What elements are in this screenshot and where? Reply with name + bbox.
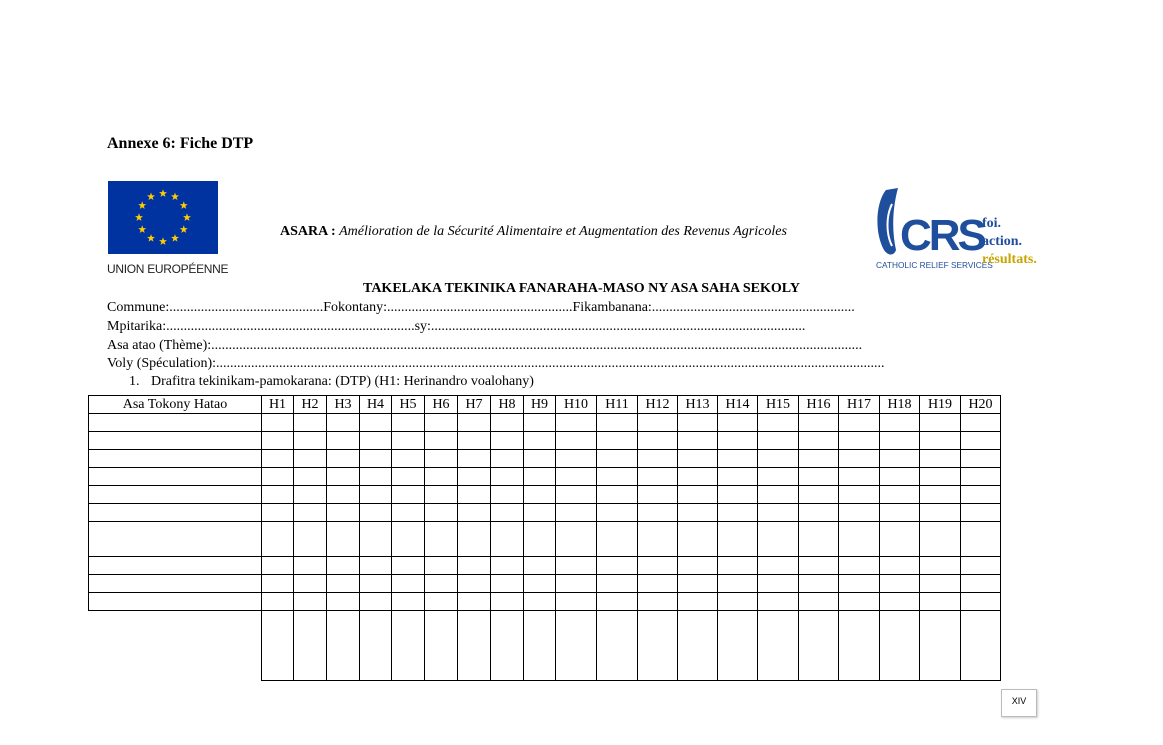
table-cell[interactable] [262, 522, 294, 557]
table-cell[interactable] [524, 575, 556, 593]
table-cell[interactable] [961, 593, 1001, 611]
table-cell[interactable] [524, 450, 556, 468]
table-cell[interactable] [758, 504, 799, 522]
table-cell-task[interactable] [89, 414, 262, 432]
table-cell[interactable] [425, 593, 458, 611]
header-h18: H18 [880, 396, 920, 414]
table-cell[interactable] [524, 611, 556, 681]
header-h12: H12 [638, 396, 678, 414]
table-cell[interactable] [678, 432, 718, 450]
table-row [89, 450, 1001, 468]
table-cell[interactable] [839, 486, 880, 504]
table-cell[interactable] [360, 432, 392, 450]
table-cell[interactable] [961, 611, 1001, 681]
table-cell[interactable] [880, 504, 920, 522]
table-cell[interactable] [556, 486, 597, 504]
table-cell[interactable] [758, 468, 799, 486]
table-cell[interactable] [392, 432, 425, 450]
table-cell[interactable] [425, 522, 458, 557]
table-cell[interactable] [597, 593, 638, 611]
table-cell[interactable] [638, 450, 678, 468]
table-cell[interactable] [392, 450, 425, 468]
table-cell[interactable] [458, 575, 491, 593]
table-cell[interactable] [597, 504, 638, 522]
header-h10: H10 [556, 396, 597, 414]
table-cell[interactable] [392, 414, 425, 432]
table-cell[interactable] [360, 468, 392, 486]
table-cell[interactable] [718, 504, 758, 522]
table-cell[interactable] [524, 432, 556, 450]
table-cell[interactable] [458, 468, 491, 486]
table-cell[interactable] [839, 593, 880, 611]
table-cell[interactable] [839, 557, 880, 575]
table-cell[interactable] [556, 522, 597, 557]
table-cell[interactable] [491, 486, 524, 504]
table-cell[interactable] [920, 593, 961, 611]
table-cell[interactable] [961, 575, 1001, 593]
table-cell[interactable] [718, 432, 758, 450]
table-cell[interactable] [597, 575, 638, 593]
table-cell[interactable] [327, 504, 360, 522]
table-row [89, 593, 1001, 611]
table-cell[interactable] [718, 522, 758, 557]
table-cell[interactable] [425, 504, 458, 522]
header-h4: H4 [360, 396, 392, 414]
table-cell[interactable] [880, 611, 920, 681]
table-cell[interactable] [556, 414, 597, 432]
table-cell[interactable] [678, 557, 718, 575]
header-h19: H19 [920, 396, 961, 414]
table-cell[interactable] [920, 432, 961, 450]
table-cell[interactable] [556, 450, 597, 468]
table-cell[interactable] [799, 414, 839, 432]
table-cell[interactable] [758, 522, 799, 557]
table-cell[interactable] [262, 486, 294, 504]
table-cell[interactable] [262, 557, 294, 575]
table-cell[interactable] [524, 522, 556, 557]
table-cell[interactable] [491, 432, 524, 450]
table-cell[interactable] [360, 414, 392, 432]
table-cell[interactable] [556, 432, 597, 450]
table-cell[interactable] [718, 486, 758, 504]
crs-tagline-2: action. [982, 234, 1023, 249]
header-h20: H20 [961, 396, 1001, 414]
table-cell[interactable] [839, 450, 880, 468]
table-cell[interactable] [491, 450, 524, 468]
table-cell[interactable] [360, 450, 392, 468]
project-name: ASARA : [280, 224, 336, 239]
table-cell[interactable] [425, 611, 458, 681]
field-mpitarika-line: Mpitarika:.......................................................................sy:........................................................................................................... [107, 319, 806, 334]
table-cell[interactable] [597, 522, 638, 557]
table-cell[interactable] [678, 504, 718, 522]
table-cell[interactable] [880, 450, 920, 468]
table-row [89, 414, 1001, 432]
table-cell[interactable] [327, 611, 360, 681]
table-cell[interactable] [392, 504, 425, 522]
table-cell-task[interactable] [89, 557, 262, 575]
header-h11: H11 [597, 396, 638, 414]
table-cell[interactable] [491, 522, 524, 557]
eu-logo-text: UNION EUROPÉENNE [107, 262, 229, 276]
table-cell[interactable] [458, 611, 491, 681]
table-cell[interactable] [425, 486, 458, 504]
field-commune-line: Commune:............................................Fokontany:.....................................................Fikambanana:.......................................................... [107, 300, 855, 315]
table-cell[interactable] [758, 611, 799, 681]
table-cell[interactable] [880, 486, 920, 504]
table-cell[interactable] [262, 432, 294, 450]
table-cell[interactable] [839, 414, 880, 432]
header-h3: H3 [327, 396, 360, 414]
table-cell[interactable] [294, 575, 327, 593]
table-cell[interactable] [524, 414, 556, 432]
table-cell[interactable] [597, 557, 638, 575]
table-cell[interactable] [839, 611, 880, 681]
table-cell[interactable] [294, 468, 327, 486]
table-header-row [89, 396, 1001, 414]
table-cell-task[interactable] [89, 504, 262, 522]
table-cell[interactable] [327, 450, 360, 468]
table-cell[interactable] [262, 575, 294, 593]
header-asa-tokony-hatao: Asa Tokony Hatao [89, 396, 262, 414]
table-row [89, 522, 1001, 557]
table-cell[interactable] [262, 414, 294, 432]
table-cell[interactable] [678, 414, 718, 432]
table-cell[interactable] [758, 450, 799, 468]
crs-tagline-3: résultats. [982, 252, 1037, 267]
table-cell-task[interactable] [89, 432, 262, 450]
form-title: TAKELAKA TEKINIKA FANARAHA-MASO NY ASA SAHA SEKOLY [363, 281, 800, 296]
table-cell[interactable] [458, 414, 491, 432]
table-cell[interactable] [638, 575, 678, 593]
table-cell[interactable] [961, 522, 1001, 557]
table-cell-task[interactable] [89, 593, 262, 611]
header-h2: H2 [294, 396, 327, 414]
table-cell-task[interactable] [89, 486, 262, 504]
table-cell[interactable] [718, 611, 758, 681]
table-cell[interactable] [360, 504, 392, 522]
table-cell[interactable] [758, 486, 799, 504]
table-cell[interactable] [262, 611, 294, 681]
table-cell[interactable] [920, 414, 961, 432]
table-cell[interactable] [262, 450, 294, 468]
table-cell[interactable] [678, 450, 718, 468]
table-row [89, 432, 1001, 450]
table-cell[interactable] [327, 522, 360, 557]
eu-logo [93, 167, 233, 279]
table-cell[interactable] [799, 557, 839, 575]
table-cell-task[interactable] [89, 575, 262, 593]
table-cell[interactable] [799, 611, 839, 681]
eu-flag-icon [108, 181, 218, 254]
table-cell-task[interactable] [89, 450, 262, 468]
table-cell[interactable] [920, 486, 961, 504]
table-cell[interactable] [327, 575, 360, 593]
table-cell[interactable] [839, 522, 880, 557]
section-text: Drafitra tekinikam-pamokarana: (DTP) (H1: Herinandro voalohany) [151, 374, 534, 389]
field-theme-line: Asa atao (Thème):.......................................................................................................................................................................................... [107, 338, 863, 353]
table-row [89, 575, 1001, 593]
table-cell[interactable] [920, 468, 961, 486]
table-cell[interactable] [491, 557, 524, 575]
table-cell[interactable] [458, 432, 491, 450]
table-row [89, 468, 1001, 486]
table-cell[interactable] [880, 432, 920, 450]
table-cell[interactable] [799, 432, 839, 450]
table-cell[interactable] [597, 486, 638, 504]
table-cell[interactable] [799, 468, 839, 486]
table-cell[interactable] [294, 432, 327, 450]
table-cell[interactable] [491, 593, 524, 611]
table-row [89, 611, 1001, 681]
table-cell[interactable] [360, 593, 392, 611]
table-cell-task[interactable] [89, 522, 262, 557]
table-cell[interactable] [327, 593, 360, 611]
table-cell[interactable] [638, 468, 678, 486]
table-cell[interactable] [638, 414, 678, 432]
table-cell[interactable] [718, 593, 758, 611]
table-cell[interactable] [524, 486, 556, 504]
header-h7: H7 [458, 396, 491, 414]
header-h15: H15 [758, 396, 799, 414]
table-cell[interactable] [556, 504, 597, 522]
table-cell[interactable] [458, 450, 491, 468]
table-cell[interactable] [294, 450, 327, 468]
table-cell[interactable] [491, 575, 524, 593]
table-cell-task [89, 611, 262, 681]
table-cell[interactable] [491, 611, 524, 681]
table-cell[interactable] [920, 450, 961, 468]
header-h5: H5 [392, 396, 425, 414]
table-cell[interactable] [425, 575, 458, 593]
table-cell[interactable] [799, 522, 839, 557]
table-cell[interactable] [880, 522, 920, 557]
table-cell[interactable] [425, 414, 458, 432]
table-cell[interactable] [758, 575, 799, 593]
table-cell[interactable] [638, 522, 678, 557]
table-cell[interactable] [458, 593, 491, 611]
table-cell[interactable] [327, 432, 360, 450]
page-number-badge: XIV [1001, 689, 1037, 717]
table-cell[interactable] [425, 450, 458, 468]
table-cell[interactable] [262, 593, 294, 611]
table-cell[interactable] [360, 522, 392, 557]
table-cell[interactable] [458, 486, 491, 504]
table-row [89, 557, 1001, 575]
table-cell[interactable] [678, 611, 718, 681]
table-cell[interactable] [718, 414, 758, 432]
table-cell[interactable] [961, 468, 1001, 486]
table-cell[interactable] [961, 432, 1001, 450]
crs-mark: CRS [900, 211, 984, 260]
table-cell[interactable] [294, 504, 327, 522]
table-cell[interactable] [758, 414, 799, 432]
section-heading [129, 374, 534, 390]
table-cell[interactable] [839, 504, 880, 522]
table-cell[interactable] [799, 486, 839, 504]
table-cell[interactable] [920, 575, 961, 593]
table-cell[interactable] [392, 575, 425, 593]
table-cell[interactable] [294, 593, 327, 611]
table-cell[interactable] [758, 557, 799, 575]
table-cell[interactable] [638, 504, 678, 522]
header-h16: H16 [799, 396, 839, 414]
table-cell[interactable] [799, 504, 839, 522]
table-cell[interactable] [556, 593, 597, 611]
table-cell[interactable] [392, 557, 425, 575]
crs-tagline-1: foi. [982, 216, 1002, 231]
table-cell[interactable] [597, 432, 638, 450]
project-description: Amélioration de la Sécurité Alimentaire et Augmentation des Revenus Agricoles [339, 224, 787, 239]
table-cell[interactable] [262, 468, 294, 486]
table-cell[interactable] [524, 468, 556, 486]
table-cell[interactable] [458, 557, 491, 575]
table-cell[interactable] [556, 611, 597, 681]
table-cell[interactable] [392, 468, 425, 486]
table-cell[interactable] [262, 504, 294, 522]
table-cell[interactable] [678, 522, 718, 557]
table-cell[interactable] [392, 611, 425, 681]
table-cell[interactable] [425, 432, 458, 450]
table-cell[interactable] [491, 504, 524, 522]
header-h6: H6 [425, 396, 458, 414]
crs-subtitle: CATHOLIC RELIEF SERVICES [876, 260, 993, 270]
table-cell[interactable] [458, 522, 491, 557]
table-cell[interactable] [839, 468, 880, 486]
table-cell[interactable] [327, 557, 360, 575]
table-cell[interactable] [758, 593, 799, 611]
table-cell[interactable] [880, 593, 920, 611]
header-h8: H8 [491, 396, 524, 414]
table-cell[interactable] [491, 468, 524, 486]
table-cell[interactable] [524, 593, 556, 611]
table-cell[interactable] [425, 557, 458, 575]
table-cell[interactable] [920, 611, 961, 681]
table-row [89, 486, 1001, 504]
project-line [280, 224, 787, 240]
table-cell[interactable] [920, 504, 961, 522]
table-cell[interactable] [360, 611, 392, 681]
table-cell[interactable] [718, 468, 758, 486]
table-cell[interactable] [799, 450, 839, 468]
table-cell[interactable] [597, 611, 638, 681]
header-h1: H1 [262, 396, 294, 414]
table-cell[interactable] [360, 486, 392, 504]
table-cell[interactable] [920, 557, 961, 575]
table-cell[interactable] [556, 575, 597, 593]
table-cell[interactable] [360, 557, 392, 575]
table-cell[interactable] [597, 414, 638, 432]
table-cell[interactable] [425, 468, 458, 486]
table-cell[interactable] [799, 575, 839, 593]
table-cell[interactable] [524, 504, 556, 522]
table-cell[interactable] [327, 486, 360, 504]
table-cell[interactable] [961, 486, 1001, 504]
crs-logo [874, 182, 1044, 274]
dtp-table [88, 395, 1001, 681]
table-cell[interactable] [718, 450, 758, 468]
table-cell[interactable] [556, 557, 597, 575]
header-h14: H14 [718, 396, 758, 414]
table-cell[interactable] [392, 593, 425, 611]
table-cell[interactable] [294, 611, 327, 681]
table-cell[interactable] [961, 557, 1001, 575]
table-cell[interactable] [839, 575, 880, 593]
table-cell[interactable] [294, 486, 327, 504]
table-cell[interactable] [294, 557, 327, 575]
table-cell[interactable] [961, 504, 1001, 522]
table-cell[interactable] [799, 593, 839, 611]
table-cell[interactable] [718, 575, 758, 593]
table-cell[interactable] [597, 468, 638, 486]
table-cell[interactable] [458, 504, 491, 522]
table-cell[interactable] [961, 414, 1001, 432]
table-cell[interactable] [678, 593, 718, 611]
header-h13: H13 [678, 396, 718, 414]
header-h17: H17 [839, 396, 880, 414]
table-cell[interactable] [327, 468, 360, 486]
table-cell[interactable] [920, 522, 961, 557]
table-cell[interactable] [327, 414, 360, 432]
table-cell[interactable] [294, 522, 327, 557]
table-cell[interactable] [880, 575, 920, 593]
table-cell[interactable] [392, 522, 425, 557]
table-cell[interactable] [880, 468, 920, 486]
table-cell[interactable] [360, 575, 392, 593]
header-h9: H9 [524, 396, 556, 414]
table-cell-task[interactable] [89, 468, 262, 486]
table-cell[interactable] [638, 432, 678, 450]
table-cell[interactable] [718, 557, 758, 575]
annex-title: Annexe 6: Fiche DTP [107, 135, 254, 152]
section-number: 1. [129, 374, 140, 389]
table-cell[interactable] [491, 414, 524, 432]
table-cell[interactable] [638, 611, 678, 681]
table-cell[interactable] [392, 486, 425, 504]
table-cell[interactable] [678, 575, 718, 593]
table-cell[interactable] [678, 468, 718, 486]
table-cell[interactable] [839, 432, 880, 450]
table-cell[interactable] [678, 486, 718, 504]
table-cell[interactable] [294, 414, 327, 432]
table-cell[interactable] [597, 450, 638, 468]
table-cell[interactable] [758, 432, 799, 450]
field-speculation-line: Voly (Spéculation):............................................................................................................................................................................................... [107, 356, 885, 371]
table-cell[interactable] [880, 557, 920, 575]
table-cell[interactable] [556, 468, 597, 486]
table-cell[interactable] [880, 414, 920, 432]
table-cell[interactable] [961, 450, 1001, 468]
table-cell[interactable] [524, 557, 556, 575]
table-cell[interactable] [638, 486, 678, 504]
table-cell[interactable] [638, 593, 678, 611]
table-cell[interactable] [638, 557, 678, 575]
table-row [89, 504, 1001, 522]
